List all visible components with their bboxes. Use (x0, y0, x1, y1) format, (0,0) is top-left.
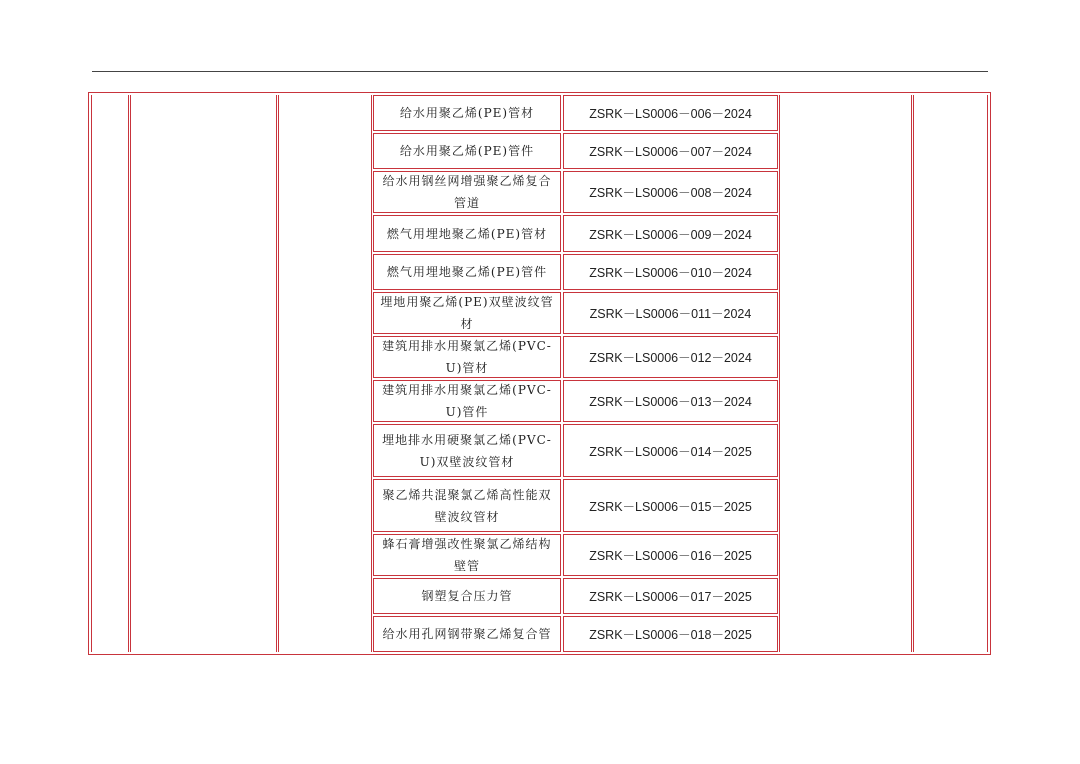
product-name-cell: 建筑用排水用聚氯乙烯(PVC-U)管件 (373, 380, 561, 422)
certificate-code-cell: ZSRK－LS0006－016－2025 (563, 534, 778, 576)
product-name-cell: 聚乙烯共混聚氯乙烯高性能双壁波纹管材 (373, 479, 561, 532)
certificate-code-cell: ZSRK－LS0006－015－2025 (563, 479, 778, 532)
certificate-code-cell: ZSRK－LS0006－017－2025 (563, 578, 778, 614)
column-index (91, 95, 129, 652)
product-name-cell: 钢塑复合压力管 (373, 578, 561, 614)
product-name-cell: 埋地排水用硬聚氯乙烯(PVC-U)双壁波纹管材 (373, 424, 561, 477)
column-extra-1 (779, 95, 912, 652)
header-rule (92, 71, 988, 72)
certificate-code-cell: ZSRK－LS0006－011－2024 (563, 292, 778, 334)
product-name-cell: 蜂石膏增强改性聚氯乙烯结构壁管 (373, 534, 561, 576)
column-extra-2 (913, 95, 988, 652)
certificate-code-cell: ZSRK－LS0006－018－2025 (563, 616, 778, 652)
product-name-cell: 燃气用埋地聚乙烯(PE)管件 (373, 254, 561, 290)
product-name-cell: 给水用钢丝网增强聚乙烯复合管道 (373, 171, 561, 213)
product-name-cell: 给水用孔网钢带聚乙烯复合管 (373, 616, 561, 652)
certificate-code-cell: ZSRK－LS0006－007－2024 (563, 133, 778, 169)
certificate-code-cell: ZSRK－LS0006－012－2024 (563, 336, 778, 378)
product-name-cell: 燃气用埋地聚乙烯(PE)管材 (373, 215, 561, 252)
certificate-code-cell: ZSRK－LS0006－006－2024 (563, 95, 778, 131)
product-name-cell: 建筑用排水用聚氯乙烯(PVC-U)管材 (373, 336, 561, 378)
product-name-cell: 给水用聚乙烯(PE)管材 (373, 95, 561, 131)
certificate-code-cell: ZSRK－LS0006－014－2025 (563, 424, 778, 477)
certificate-code-cell: ZSRK－LS0006－013－2024 (563, 380, 778, 422)
column-category (130, 95, 277, 652)
column-type (278, 95, 372, 652)
certificate-code-cell: ZSRK－LS0006－009－2024 (563, 215, 778, 252)
certificate-code-cell: ZSRK－LS0006－010－2024 (563, 254, 778, 290)
product-name-cell: 给水用聚乙烯(PE)管件 (373, 133, 561, 169)
product-name-cell: 埋地用聚乙烯(PE)双壁波纹管材 (373, 292, 561, 334)
certificate-code-cell: ZSRK－LS0006－008－2024 (563, 171, 778, 213)
